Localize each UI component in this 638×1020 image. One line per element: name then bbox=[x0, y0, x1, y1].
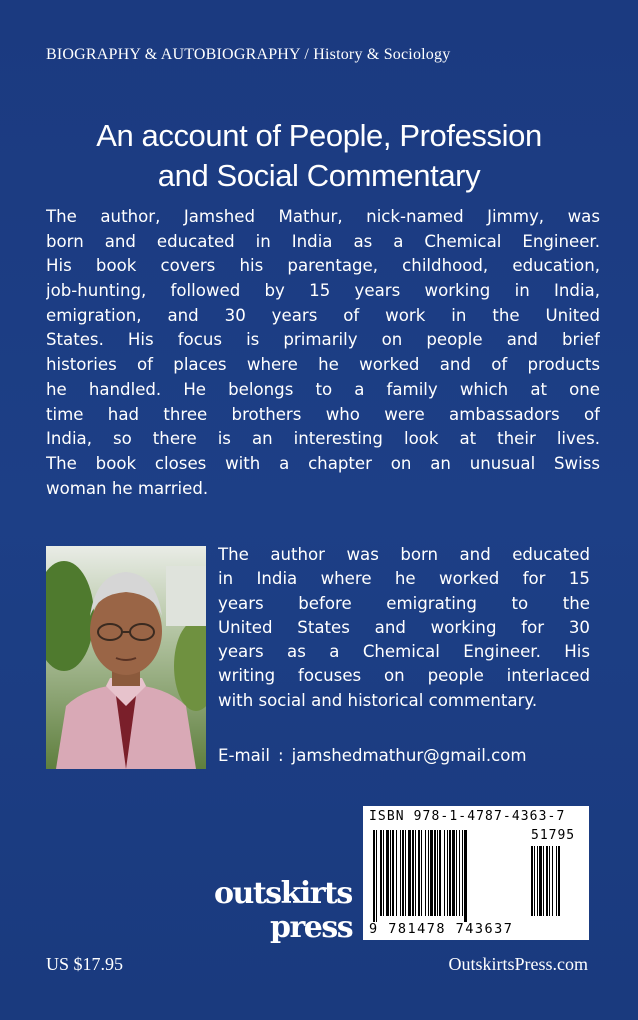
author-portrait-illustration bbox=[46, 546, 206, 769]
barcode-addon-bar bbox=[539, 846, 542, 916]
barcode-bar bbox=[402, 830, 404, 916]
headline-line: An account of People, Profession bbox=[96, 118, 542, 153]
price: US $17.95 bbox=[46, 954, 124, 974]
barcode-bar bbox=[376, 830, 377, 922]
barcode-bar bbox=[412, 830, 414, 916]
bio-line: years before emigrating to the bbox=[218, 593, 590, 613]
barcode-bar bbox=[400, 830, 401, 916]
barcode-bar bbox=[439, 830, 441, 916]
description-line: States. His focus is primarily on people and brief bbox=[46, 330, 600, 350]
email-separator: : bbox=[278, 746, 284, 765]
description-line: histories of places where he worked and of products bbox=[46, 355, 600, 375]
barcode-bar bbox=[437, 830, 438, 916]
barcode-bar bbox=[459, 830, 460, 916]
barcode-bar bbox=[386, 830, 389, 916]
barcode-addon-bar bbox=[552, 846, 553, 916]
description-line: born and educated in India as a Chemical Engineer. bbox=[46, 231, 600, 251]
description-line: job-hunting, followed by 15 years working in India, bbox=[46, 281, 600, 301]
barcode-bar bbox=[380, 830, 382, 916]
description-line: The book closes with a chapter on an unusual Swiss bbox=[46, 453, 600, 473]
publisher-logo-bottom: press bbox=[270, 910, 353, 945]
barcode-bar bbox=[434, 830, 436, 916]
bio-line: The author was born and educated bbox=[218, 545, 590, 564]
barcode-bar bbox=[415, 830, 416, 916]
description-line: woman he married. bbox=[46, 478, 209, 498]
barcode-addon-bar bbox=[543, 846, 544, 916]
barcode-bar bbox=[392, 830, 394, 916]
barcode-bar bbox=[428, 830, 429, 916]
bio-line: years as a Chemical Engineer. His bbox=[218, 642, 590, 662]
isbn-label: ISBN 978-1-4787-4363-7 bbox=[369, 809, 566, 824]
description-line: he handled. He belongs to a family which at one bbox=[46, 379, 600, 399]
barcode-bar bbox=[396, 830, 397, 916]
barcode-bar bbox=[421, 830, 422, 916]
publisher-logo bbox=[214, 876, 354, 954]
author-bio bbox=[218, 543, 590, 713]
barcode-addon-bar bbox=[537, 846, 538, 916]
publisher-website[interactable]: OutskirtsPress.com bbox=[448, 954, 588, 974]
barcode-bar bbox=[373, 830, 375, 922]
description-line: time had three brothers who were ambassadors of bbox=[46, 404, 600, 424]
barcode-bar bbox=[464, 830, 467, 922]
barcode-bar bbox=[418, 830, 420, 916]
barcode-bar bbox=[405, 830, 406, 916]
description-line: emigration, and 30 years of work in the United bbox=[46, 305, 600, 325]
barcode-addon-bar bbox=[534, 846, 535, 916]
barcode-bar bbox=[462, 830, 463, 916]
barcode-bar bbox=[408, 830, 411, 916]
email-label: E-mail bbox=[218, 746, 271, 765]
barcode-bar bbox=[449, 830, 451, 916]
author-photo bbox=[46, 546, 206, 769]
barcode-addon-bar bbox=[556, 846, 557, 916]
barcode-bar bbox=[447, 830, 448, 916]
barcode-bar bbox=[390, 830, 391, 916]
bio-line: with social and historical commentary. bbox=[218, 690, 538, 710]
barcode-addon-bar bbox=[549, 846, 550, 916]
email-address[interactable]: jamshedmathur@gmail.com bbox=[291, 746, 527, 765]
author-contact bbox=[218, 746, 527, 765]
barcode-addon-bar bbox=[531, 846, 533, 916]
isbn-barcode bbox=[363, 806, 589, 940]
barcode-bar bbox=[456, 830, 457, 916]
barcode-addon-bar bbox=[546, 846, 548, 916]
category-label: BIOGRAPHY & AUTOBIOGRAPHY / History & Sociology bbox=[46, 46, 451, 63]
barcode-bar bbox=[430, 830, 433, 916]
bio-line: writing focuses on people interlaced bbox=[218, 666, 590, 686]
headline bbox=[20, 116, 618, 196]
barcode-bar bbox=[383, 830, 384, 916]
bio-line: in India where he worked for 15 bbox=[218, 569, 590, 589]
barcode-bar bbox=[425, 830, 426, 916]
headline-line: and Social Commentary bbox=[157, 158, 481, 193]
bio-line: United States and working for 30 bbox=[218, 617, 590, 637]
description-line: The author, Jamshed Mathur, nick-named Jimmy, was bbox=[46, 207, 600, 226]
barcode-bar bbox=[444, 830, 445, 916]
barcode-bar bbox=[452, 830, 455, 916]
publisher-logo-top: outskirts bbox=[214, 876, 352, 911]
description-line: His book covers his parentage, childhood, education, bbox=[46, 256, 600, 276]
book-description bbox=[46, 205, 600, 501]
barcode-addon-digits: 51795 bbox=[531, 828, 576, 843]
barcode-digits: 9 781478 743637 bbox=[369, 921, 514, 937]
barcode-addon-bar bbox=[558, 846, 560, 916]
description-line: India, so there is an interesting look at their lives. bbox=[46, 429, 600, 449]
